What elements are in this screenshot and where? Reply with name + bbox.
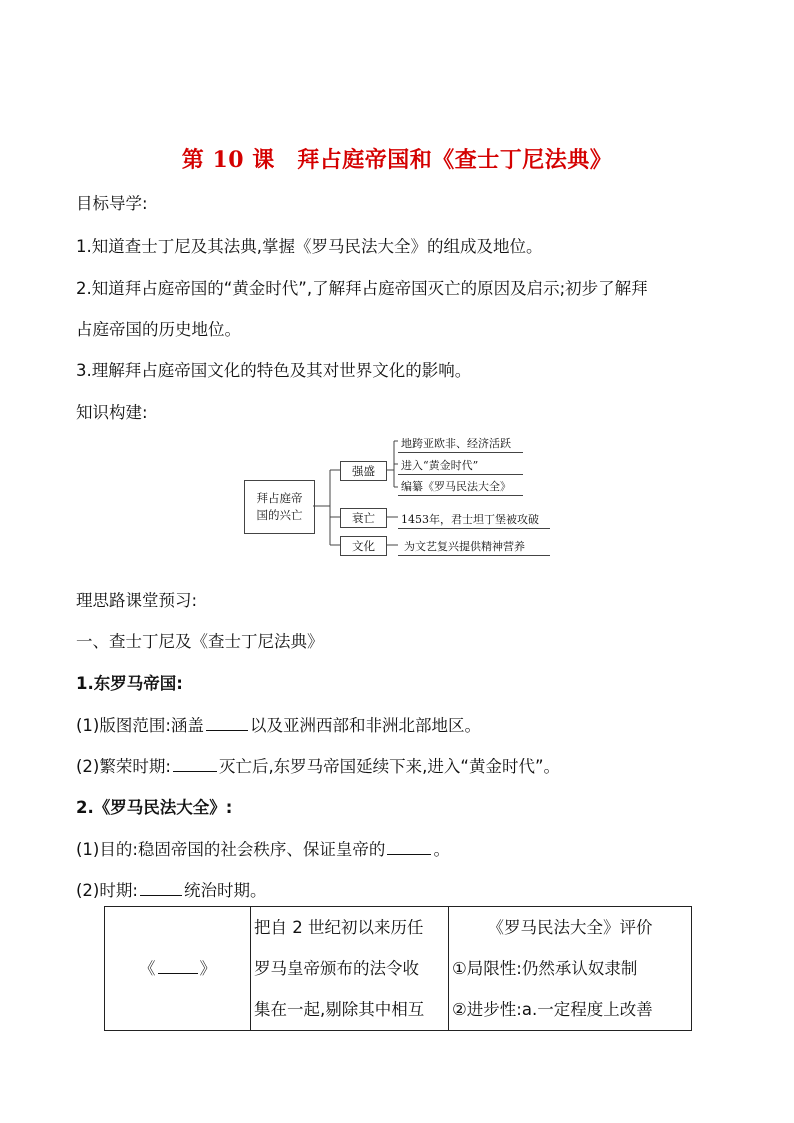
fill-item-text: (1)目的:稳固帝国的社会秩序、保证皇帝的: [76, 840, 386, 859]
fill-blank[interactable]: [206, 716, 248, 731]
diagram-root-label: 拜占庭帝国的兴亡: [256, 491, 303, 522]
table-cell-line: ②进步性:a.一定程度上改善: [452, 1000, 653, 1019]
fill-item-1: [76, 712, 481, 736]
fill-item-text: 以及亚洲西部和非洲北部地区。: [249, 716, 481, 735]
diagram-leaf-underline: [398, 555, 550, 556]
fill-item-text: 统治时期。: [183, 881, 267, 900]
diagram-leaf: 编纂《罗马民法大全》: [401, 480, 511, 493]
diagram-branch-label: 文化: [352, 539, 375, 553]
diagram-branch-box: [340, 536, 387, 556]
book-title-open: 《: [139, 959, 156, 978]
diagram-leaf: 1453年，君士坦丁堡被攻破: [401, 513, 539, 526]
fill-blank[interactable]: [140, 881, 182, 896]
fill-item-3: [76, 836, 450, 860]
fill-item-text: (2)时期:: [76, 881, 138, 900]
diagram-leaf-underline: [398, 452, 523, 453]
table-cell-line: 罗马皇帝颁布的法令收: [254, 959, 419, 978]
diagram-leaf: 为文艺复兴提供精神营养: [404, 540, 525, 553]
diagram-leaf-underline: [398, 495, 523, 496]
diagram-leaf: 进入“黄金时代”: [401, 459, 479, 472]
fill-item-text: (2)繁荣时期:: [76, 757, 171, 776]
fill-blank[interactable]: [158, 959, 198, 974]
table-cell-line: 集在一起,剔除其中相互: [254, 1000, 425, 1019]
fill-item-2: [76, 753, 560, 777]
table-row: [105, 907, 692, 1031]
fill-item-text: (1)版图范围:涵盖: [76, 716, 204, 735]
diagram-leaf-underline: [398, 528, 550, 529]
subsection-heading: 1.东罗马帝国:: [76, 674, 183, 693]
diagram-branch-label: 衰亡: [352, 511, 375, 525]
fill-item-text: 。: [433, 840, 450, 859]
fill-blank[interactable]: [173, 757, 217, 772]
law-table: [104, 906, 692, 1031]
goal-2-line-2: 占庭帝国的历史地位。: [76, 320, 241, 339]
diagram-leaf: 地跨亚欧非、经济活跃: [401, 437, 511, 450]
table-cell-line: 《罗马民法大全》评价: [487, 918, 653, 937]
fill-item-text: 灭亡后,东罗马帝国延续下来,进入“黄金时代”。: [218, 757, 561, 776]
subsection-heading: 2.《罗马民法大全》:: [76, 798, 233, 817]
goal-heading: 目标导学:: [76, 194, 148, 213]
diagram-leaf-underline: [398, 474, 523, 475]
fill-item-4: [76, 877, 266, 901]
table-cell-line: 把自 2 世纪初以来历任: [254, 918, 424, 937]
knowledge-heading: 知识构建:: [76, 403, 148, 422]
section-heading: 一、查士丁尼及《查士丁尼法典》: [76, 632, 324, 651]
table-cell-title: [105, 907, 251, 1031]
preview-heading: 理思路课堂预习:: [76, 591, 198, 610]
book-title-close: 》: [199, 959, 216, 978]
table-cell-line: ①局限性:仍然承认奴隶制: [452, 959, 638, 978]
goal-1: 1.知道查士丁尼及其法典,掌握《罗马民法大全》的组成及地位。: [76, 237, 543, 256]
diagram-branch-box: [340, 508, 387, 528]
goal-2-line-1: 2.知道拜占庭帝国的“黄金时代”,了解拜占庭帝国灭亡的原因及启示;初步了解拜: [76, 279, 648, 298]
table-cell-description: [251, 907, 449, 1031]
goal-3: 3.理解拜占庭帝国文化的特色及其对世界文化的影响。: [76, 361, 472, 380]
table-cell-evaluation: [449, 907, 692, 1031]
page-title: 第 10 课 拜占庭帝国和《查士丁尼法典》: [181, 147, 613, 173]
fill-blank[interactable]: [387, 840, 431, 855]
diagram-branch-box: [340, 461, 387, 481]
diagram-branch-label: 强盛: [352, 464, 375, 478]
